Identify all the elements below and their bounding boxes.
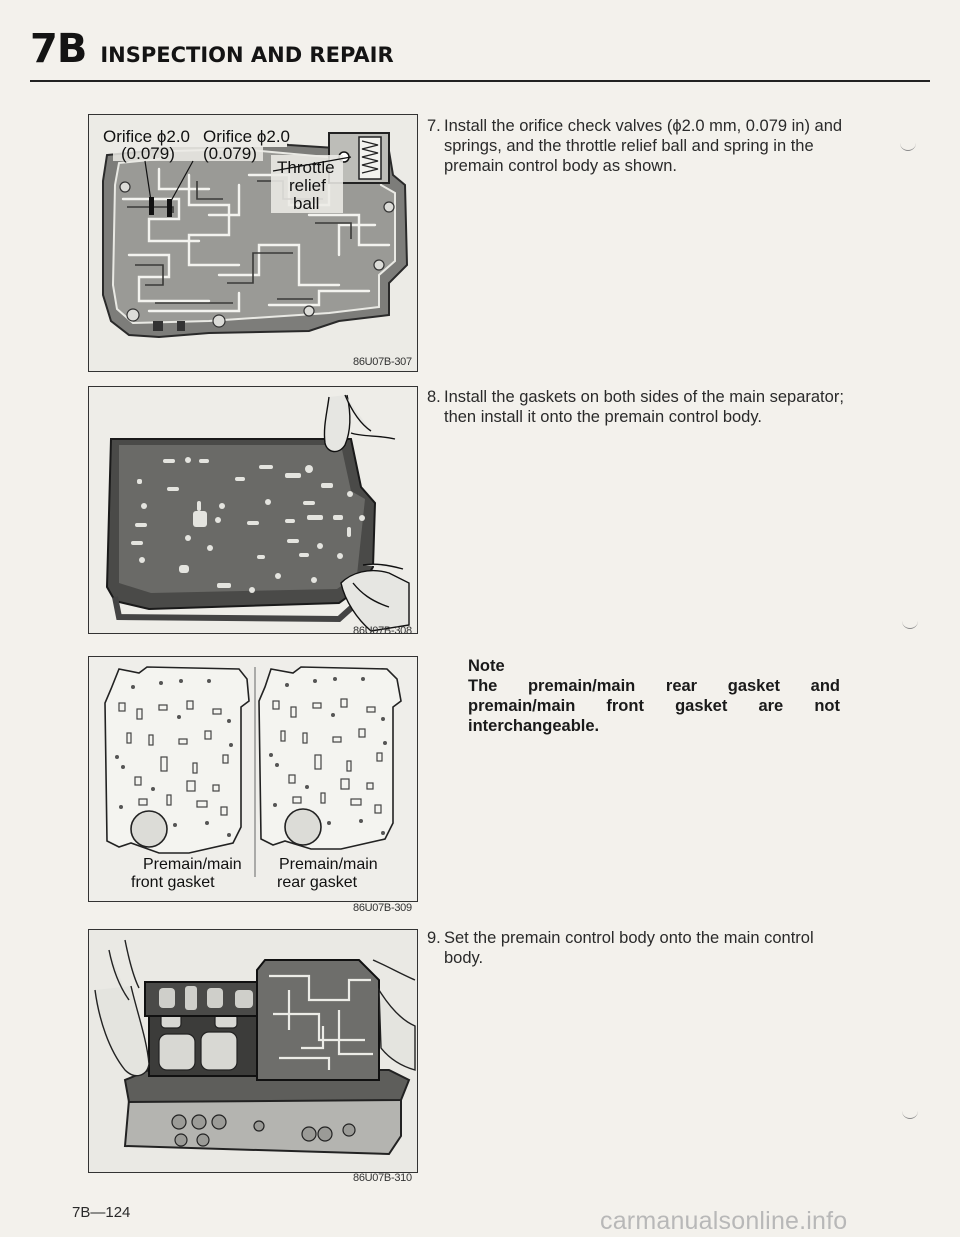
page-header (30, 26, 394, 72)
figure-gasket-comparison (88, 656, 418, 902)
label-orifice-2: Orifice ϕ2.0 (203, 127, 290, 146)
step-8-text: Install the gaskets on both sides of the main separator; then install it onto the premain control body. (444, 388, 844, 426)
step-9 (427, 928, 847, 968)
margin-mark (900, 142, 916, 151)
label-front-gasket-line1: Premain/main (143, 856, 242, 873)
step-7-text: Install the orifice check valves (ϕ2.0 mm, 0.079 in) and springs, and the throttle relief ball and spring in the premain control body as shown. (444, 117, 843, 175)
label-orifice-1: Orifice ϕ2.0 (103, 127, 190, 146)
figure-id-3: 86U07B-309 (353, 902, 412, 914)
header-rule (30, 80, 930, 82)
label-orifice-2-inch: (0.079) (203, 144, 257, 163)
figure-separator-gaskets (88, 386, 418, 634)
label-orifice-1-inch: (0.079) (121, 144, 175, 163)
label-throttle: Throttle (277, 158, 335, 177)
label-relief: relief (289, 176, 326, 195)
watermark: carmanualsonline.info (600, 1207, 848, 1235)
figure-id-2: 86U07B-308 (353, 625, 412, 637)
section-code: 7B (30, 26, 87, 72)
valve-body-illustration-1 (89, 115, 417, 371)
note-text: The premain/main rear gasket and premain/main front gasket are not interchangeable. (468, 677, 840, 735)
figure-id-1: 86U07B-307 (353, 356, 412, 368)
label-rear-gasket-line1: Premain/main (279, 856, 378, 873)
label-rear-gasket-line2: rear gasket (277, 874, 358, 891)
step-9-text: Set the premain control body onto the main control body. (444, 929, 814, 967)
figure-id-4: 86U07B-310 (353, 1172, 412, 1184)
gasket-illustration (89, 657, 417, 901)
label-front-gasket-line2: front gasket (131, 874, 215, 891)
step-8 (427, 387, 847, 427)
control-body-assembly-illustration (89, 930, 417, 1172)
margin-mark (902, 620, 918, 629)
step-9-number: 9. (427, 929, 441, 947)
step-8-number: 8. (427, 388, 441, 406)
separator-plate-illustration (89, 387, 417, 633)
figure-premain-onto-main (88, 929, 418, 1173)
note-title: Note (468, 657, 505, 675)
rear-gasket-drawing (259, 667, 401, 849)
figure-orifice-check-valves (88, 114, 418, 372)
step-7 (427, 116, 847, 176)
step-7-number: 7. (427, 117, 441, 135)
margin-mark (902, 1110, 918, 1119)
front-gasket-drawing (105, 667, 249, 853)
note-block (468, 656, 840, 736)
page-number: 7B—124 (72, 1204, 131, 1221)
section-title: INSPECTION AND REPAIR (100, 43, 394, 67)
label-ball: ball (293, 194, 320, 213)
